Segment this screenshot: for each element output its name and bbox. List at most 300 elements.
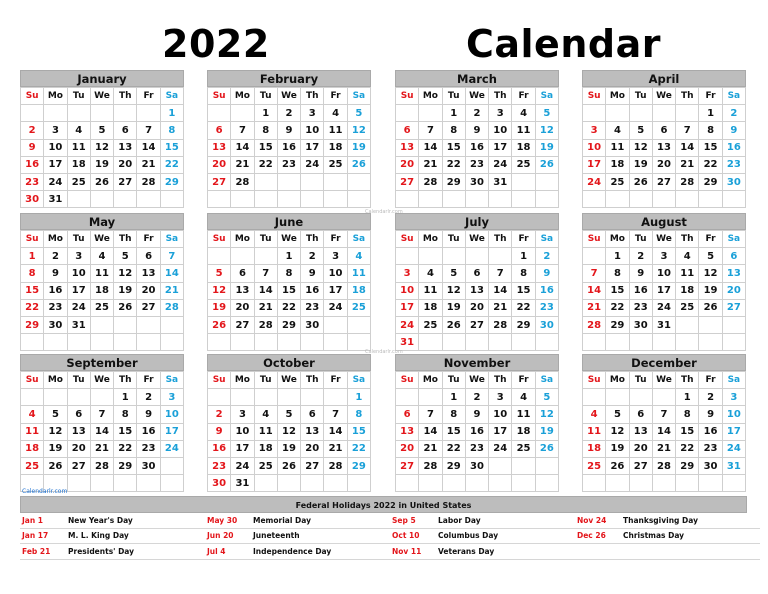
month-august [582,213,746,351]
day-cell: 2 [699,389,722,406]
day-cell [254,334,277,351]
day-cell: 25 [21,457,44,474]
day-cell [396,105,419,122]
day-cell: 7 [231,122,254,139]
day-cell: 1 [442,389,465,406]
day-cell: 12 [629,139,652,156]
weekday-header: Su [208,372,231,389]
holiday-date: Oct 10 [390,528,436,544]
day-cell: 10 [67,265,90,282]
day-cell [324,316,347,333]
day-cell [90,334,113,351]
day-cell [535,457,558,474]
day-cell: 29 [277,316,300,333]
day-cell [301,173,324,190]
day-cell: 23 [208,457,231,474]
weekday-header: Th [489,372,512,389]
weekday-header: Fr [699,372,722,389]
day-cell [254,173,277,190]
day-cell [324,173,347,190]
day-cell: 19 [699,282,722,299]
day-cell: 17 [301,139,324,156]
day-cell: 19 [347,139,370,156]
month-name: June [207,213,371,230]
day-cell: 10 [396,282,419,299]
day-cell: 20 [137,282,160,299]
day-cell: 1 [277,248,300,265]
day-cell: 15 [114,423,137,440]
day-cell [583,105,606,122]
day-cell: 12 [347,122,370,139]
weekday-header: Su [208,231,231,248]
day-cell: 9 [301,265,324,282]
site-link[interactable]: Calendarlr.com [22,488,68,495]
day-cell: 5 [90,122,113,139]
day-cell [301,389,324,406]
day-cell: 30 [137,457,160,474]
day-cell: 22 [114,440,137,457]
month-name: December [582,354,746,371]
holiday-name: New Year's Day [66,513,205,528]
day-cell: 3 [583,122,606,139]
day-cell: 15 [442,423,465,440]
day-cell: 23 [465,156,488,173]
day-cell: 24 [489,440,512,457]
day-cell [324,389,347,406]
day-cell: 12 [44,423,67,440]
weekday-header: Sa [722,88,745,105]
day-cell [606,105,629,122]
day-cell: 4 [676,248,699,265]
day-cell: 29 [21,316,44,333]
day-cell: 28 [583,316,606,333]
day-cell: 18 [512,139,535,156]
day-cell: 28 [419,173,442,190]
day-cell: 23 [44,299,67,316]
day-cell: 22 [606,299,629,316]
month-name: August [582,213,746,230]
weekday-header: We [277,88,300,105]
weekday-header: Sa [535,231,558,248]
day-cell [606,191,629,208]
day-cell: 24 [301,156,324,173]
day-cell: 20 [67,440,90,457]
day-cell: 16 [208,440,231,457]
day-cell: 11 [21,423,44,440]
day-cell: 1 [512,248,535,265]
day-cell: 10 [722,406,745,423]
day-cell: 5 [208,265,231,282]
weekday-header: We [652,372,675,389]
month-july [395,213,559,351]
day-cell: 9 [465,122,488,139]
day-cell [114,316,137,333]
day-cell [465,248,488,265]
day-cell [442,334,465,351]
holiday-name: Memorial Day [251,513,390,528]
day-cell [396,389,419,406]
day-cell: 19 [535,139,558,156]
day-cell [442,475,465,492]
weekday-header: We [652,88,675,105]
holiday-date [575,544,621,560]
day-cell [722,334,745,351]
day-cell [21,105,44,122]
day-cell: 16 [137,423,160,440]
day-cell: 25 [90,299,113,316]
day-cell: 26 [90,173,113,190]
month-january [20,70,184,208]
day-cell: 4 [90,248,113,265]
day-cell: 17 [324,282,347,299]
day-cell: 23 [21,173,44,190]
day-cell: 3 [231,406,254,423]
day-cell: 23 [465,440,488,457]
day-cell: 9 [699,406,722,423]
day-cell [21,389,44,406]
day-cell: 4 [583,406,606,423]
day-cell: 2 [535,248,558,265]
day-cell: 30 [21,191,44,208]
day-cell: 22 [21,299,44,316]
day-cell: 16 [699,423,722,440]
month-february [207,70,371,208]
day-cell [535,191,558,208]
day-cell [676,191,699,208]
day-cell [67,389,90,406]
day-cell: 10 [44,139,67,156]
month-grid [582,87,746,208]
day-cell: 7 [489,265,512,282]
day-cell [254,248,277,265]
day-cell [160,334,183,351]
weekday-header: Sa [160,88,183,105]
day-cell: 11 [254,423,277,440]
day-cell [231,389,254,406]
holiday-row [20,513,760,528]
day-cell: 20 [465,299,488,316]
day-cell [137,105,160,122]
weekday-header: Mo [231,372,254,389]
day-cell: 21 [489,299,512,316]
day-cell: 31 [67,316,90,333]
day-cell [606,389,629,406]
holiday-row [20,544,760,560]
day-cell: 22 [277,299,300,316]
weekday-header: Su [21,88,44,105]
day-cell [512,475,535,492]
day-cell: 26 [277,457,300,474]
day-cell [489,334,512,351]
day-cell: 2 [722,105,745,122]
day-cell: 18 [676,282,699,299]
weekday-header: Su [208,88,231,105]
weekday-header: Tu [67,372,90,389]
month-june [207,213,371,351]
day-cell: 5 [442,265,465,282]
day-cell: 14 [90,423,113,440]
day-cell: 9 [535,265,558,282]
weekday-header: Sa [535,88,558,105]
day-cell: 11 [324,122,347,139]
holiday-name: Veterans Day [436,544,575,560]
day-cell: 12 [208,282,231,299]
month-grid [395,230,559,351]
weekday-header: Sa [347,88,370,105]
weekday-header: Th [301,231,324,248]
day-cell [465,475,488,492]
day-cell [324,475,347,492]
day-cell: 5 [44,406,67,423]
day-cell: 29 [160,173,183,190]
day-cell: 13 [67,423,90,440]
day-cell [699,475,722,492]
day-cell: 24 [160,440,183,457]
day-cell [114,191,137,208]
day-cell: 20 [722,282,745,299]
day-cell: 21 [160,282,183,299]
day-cell: 8 [254,122,277,139]
day-cell [699,191,722,208]
day-cell: 2 [44,248,67,265]
weekday-header: Fr [512,88,535,105]
day-cell [676,475,699,492]
day-cell: 19 [606,440,629,457]
day-cell: 23 [699,440,722,457]
day-cell: 1 [442,105,465,122]
day-cell: 28 [489,316,512,333]
month-march [395,70,559,208]
day-cell: 4 [419,265,442,282]
day-cell: 27 [208,173,231,190]
day-cell: 5 [347,105,370,122]
day-cell: 5 [114,248,137,265]
day-cell: 15 [512,282,535,299]
day-cell: 5 [277,406,300,423]
weekday-header: Fr [324,231,347,248]
day-cell: 13 [208,139,231,156]
day-cell: 30 [629,316,652,333]
weekday-header: We [652,231,675,248]
day-cell [489,191,512,208]
day-cell [512,191,535,208]
day-cell: 6 [137,248,160,265]
day-cell: 18 [606,156,629,173]
day-cell: 25 [676,299,699,316]
day-cell [137,475,160,492]
day-cell: 9 [137,406,160,423]
day-cell: 7 [583,265,606,282]
day-cell: 26 [114,299,137,316]
weekday-header: Th [676,372,699,389]
day-cell: 20 [208,156,231,173]
day-cell: 29 [114,457,137,474]
day-cell [442,248,465,265]
day-cell: 12 [535,406,558,423]
day-cell [583,248,606,265]
day-cell: 7 [419,122,442,139]
day-cell: 14 [137,139,160,156]
day-cell [676,316,699,333]
day-cell: 13 [465,282,488,299]
day-cell [676,334,699,351]
day-cell: 21 [419,440,442,457]
day-cell: 28 [676,173,699,190]
day-cell: 13 [396,139,419,156]
weekday-header: Fr [324,88,347,105]
day-cell: 18 [324,139,347,156]
day-cell: 12 [277,423,300,440]
day-cell: 9 [44,265,67,282]
day-cell: 11 [512,406,535,423]
weekday-header: Fr [137,88,160,105]
month-september [20,354,184,492]
day-cell: 2 [301,248,324,265]
day-cell: 22 [160,156,183,173]
weekday-header: Su [21,372,44,389]
weekday-header: Th [301,372,324,389]
day-cell [208,389,231,406]
day-cell: 14 [419,139,442,156]
day-cell: 18 [21,440,44,457]
day-cell: 31 [652,316,675,333]
day-cell: 12 [114,265,137,282]
day-cell [114,334,137,351]
day-cell [277,389,300,406]
day-cell: 15 [442,139,465,156]
day-cell [419,191,442,208]
weekday-header: Tu [254,88,277,105]
weekday-header: Tu [67,231,90,248]
weekday-header: Tu [442,231,465,248]
day-cell: 23 [535,299,558,316]
day-cell: 6 [114,122,137,139]
day-cell: 31 [722,457,745,474]
day-cell [277,334,300,351]
day-cell: 8 [442,122,465,139]
day-cell: 17 [722,423,745,440]
day-cell: 2 [208,406,231,423]
day-cell [535,173,558,190]
day-cell: 24 [583,173,606,190]
day-cell: 29 [442,173,465,190]
day-cell [489,475,512,492]
day-cell: 15 [21,282,44,299]
day-cell: 6 [208,122,231,139]
day-cell: 23 [722,156,745,173]
day-cell: 25 [347,299,370,316]
month-grid [20,87,184,208]
weekday-header: Th [676,88,699,105]
day-cell: 4 [67,122,90,139]
day-cell: 17 [44,156,67,173]
day-cell: 10 [160,406,183,423]
day-cell: 13 [722,265,745,282]
day-cell: 19 [629,156,652,173]
day-cell [254,389,277,406]
day-cell [583,475,606,492]
weekday-header: Th [114,88,137,105]
day-cell: 10 [583,139,606,156]
day-cell: 3 [722,389,745,406]
day-cell: 12 [442,282,465,299]
day-cell [347,475,370,492]
day-cell: 27 [465,316,488,333]
day-cell: 14 [254,282,277,299]
day-cell [44,334,67,351]
day-cell: 9 [21,139,44,156]
day-cell [699,334,722,351]
day-cell [301,191,324,208]
day-cell [231,191,254,208]
day-cell [160,316,183,333]
day-cell: 4 [512,389,535,406]
day-cell [629,475,652,492]
holidays-header: Federal Holidays 2022 in United States [20,496,747,513]
day-cell: 29 [676,457,699,474]
month-name: July [395,213,559,230]
holidays-table [20,513,760,560]
day-cell: 9 [208,423,231,440]
weekday-header: Mo [44,231,67,248]
weekday-header: We [465,231,488,248]
day-cell: 22 [347,440,370,457]
day-cell: 29 [699,173,722,190]
holiday-name: Christmas Day [621,528,760,544]
weekday-header: We [277,372,300,389]
day-cell: 22 [442,156,465,173]
day-cell [277,475,300,492]
day-cell [489,248,512,265]
day-cell [347,191,370,208]
weekday-header: Sa [722,372,745,389]
holiday-date: Jan 1 [20,513,66,528]
weekday-header: Tu [629,231,652,248]
day-cell: 1 [114,389,137,406]
holiday-name: Independence Day [251,544,390,560]
day-cell: 20 [396,440,419,457]
weekday-header: Tu [254,231,277,248]
day-cell: 25 [512,156,535,173]
day-cell: 19 [535,423,558,440]
day-cell: 3 [67,248,90,265]
day-cell [512,173,535,190]
day-cell [90,316,113,333]
day-cell [583,191,606,208]
month-grid [207,87,371,208]
day-cell: 27 [301,457,324,474]
day-cell: 22 [512,299,535,316]
day-cell: 14 [583,282,606,299]
day-cell: 3 [396,265,419,282]
month-name: March [395,70,559,87]
day-cell [90,105,113,122]
day-cell: 3 [324,248,347,265]
day-cell [535,475,558,492]
day-cell: 8 [699,122,722,139]
month-october [207,354,371,492]
day-cell: 21 [231,156,254,173]
day-cell [277,191,300,208]
day-cell [44,105,67,122]
day-cell: 23 [277,156,300,173]
day-cell: 28 [419,457,442,474]
day-cell: 7 [90,406,113,423]
holiday-name: Labor Day [436,513,575,528]
day-cell: 19 [208,299,231,316]
weekday-header: Su [396,372,419,389]
month-november [395,354,559,492]
